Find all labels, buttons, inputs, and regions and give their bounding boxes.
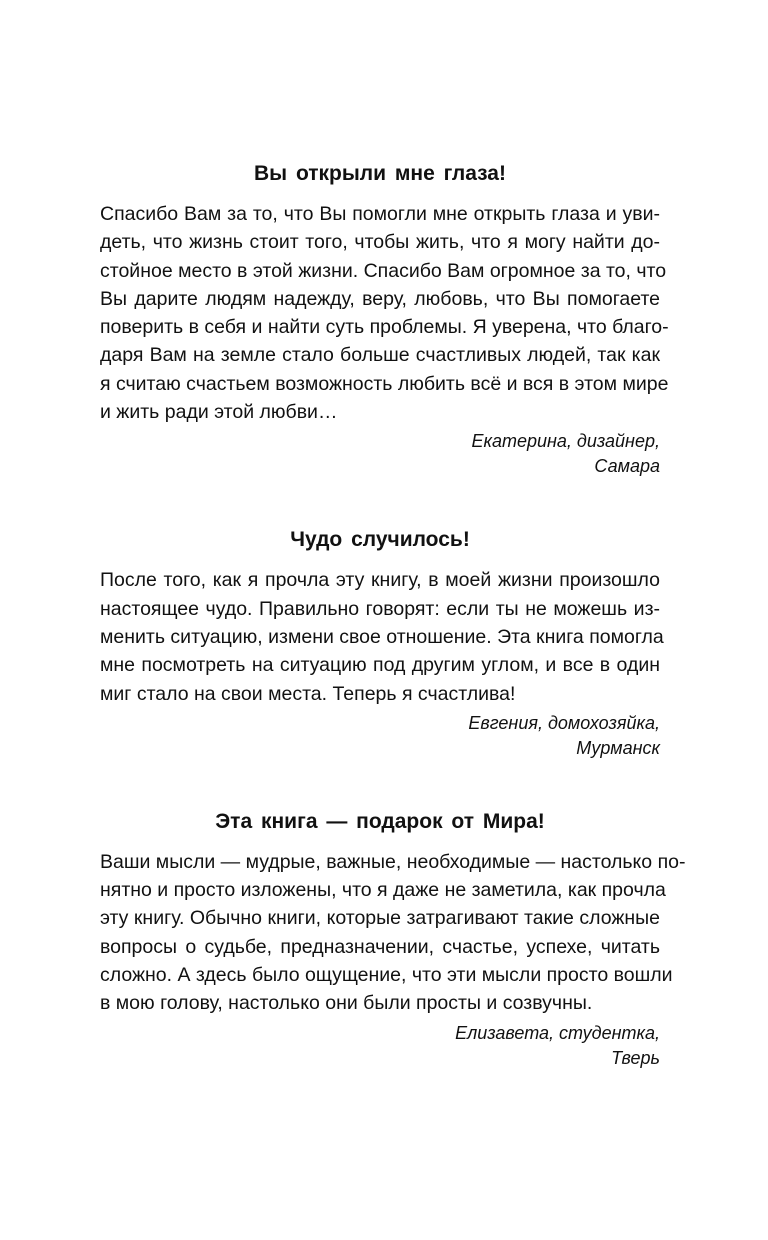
text-line: Ваши мысли — мудрые, важные, необходимые — настолько по- bbox=[100, 850, 686, 873]
testimonial-signature bbox=[100, 711, 660, 761]
text-line: поверить в себя и найти суть проблемы. Я уверена, что благо- bbox=[100, 316, 669, 339]
text-line: После того, как я прочла эту книгу, в моей жизни произошло bbox=[100, 569, 660, 592]
testimonial-2 bbox=[100, 526, 664, 760]
signature-author: Екатерина, дизайнер, bbox=[471, 431, 660, 452]
text-line: миг стало на свои места. Теперь я счастлива! bbox=[100, 682, 516, 705]
signature-author: Елизавета, студентка, bbox=[455, 1022, 660, 1043]
testimonial-3 bbox=[100, 808, 686, 1071]
text-line: даря Вам на земле стало больше счастливых людей, так как bbox=[100, 344, 660, 367]
testimonial-1 bbox=[100, 160, 669, 479]
text-line: стойное место в этой жизни. Спасибо Вам огромное за то, что bbox=[100, 259, 667, 282]
testimonial-signature bbox=[100, 1021, 660, 1071]
text-line: настоящее чудо. Правильно говорят: если ты не можешь из- bbox=[100, 597, 660, 620]
text-line: Вы дарите людям надежду, веру, любовь, что Вы помогаете bbox=[100, 287, 660, 310]
text-line: нятно и просто изложены, что я даже не заметила, как прочла bbox=[100, 879, 666, 902]
signature-city: Самара bbox=[594, 456, 660, 477]
testimonial-title: Эта книга — подарок от Мира! bbox=[215, 809, 545, 833]
text-line: деть, что жизнь стоит того, чтобы жить, что я могу найти до- bbox=[100, 231, 660, 254]
testimonial-title: Вы открыли мне глаза! bbox=[254, 162, 506, 185]
book-page bbox=[100, 160, 686, 1071]
text-line: мне посмотреть на ситуацию под другим углом, и все в один bbox=[100, 654, 660, 677]
text-line: Спасибо Вам за то, что Вы помогли мне открыть глаза и уви- bbox=[100, 203, 660, 225]
text-line: эту книгу. Обычно книги, которые затрагивают такие сложные bbox=[100, 907, 660, 930]
signature-city: Мурманск bbox=[576, 737, 660, 758]
testimonial-text bbox=[100, 848, 686, 1018]
text-line: я считаю счастьем возможность любить всё и вся в этом мире bbox=[100, 372, 669, 395]
testimonial-text bbox=[100, 200, 669, 426]
testimonial-title: Чудо случилось! bbox=[290, 528, 470, 552]
text-line: сложно. А здесь было ощущение, что эти мысли просто вошли bbox=[100, 964, 673, 987]
signature-author: Евгения, домохозяйка, bbox=[468, 712, 660, 733]
signature-city: Тверь bbox=[611, 1047, 660, 1068]
text-line: в мою голову, настолько они были просты и созвучны. bbox=[100, 992, 593, 1015]
text-line: вопросы о судьбе, предназначении, счастье, успехе, читать bbox=[100, 935, 660, 958]
text-line: менить ситуацию, измени свое отношение. Эта книга помогла bbox=[100, 625, 664, 648]
testimonial-text bbox=[100, 566, 664, 707]
text-line: и жить ради этой любви… bbox=[100, 401, 338, 424]
testimonial-signature bbox=[100, 429, 660, 479]
